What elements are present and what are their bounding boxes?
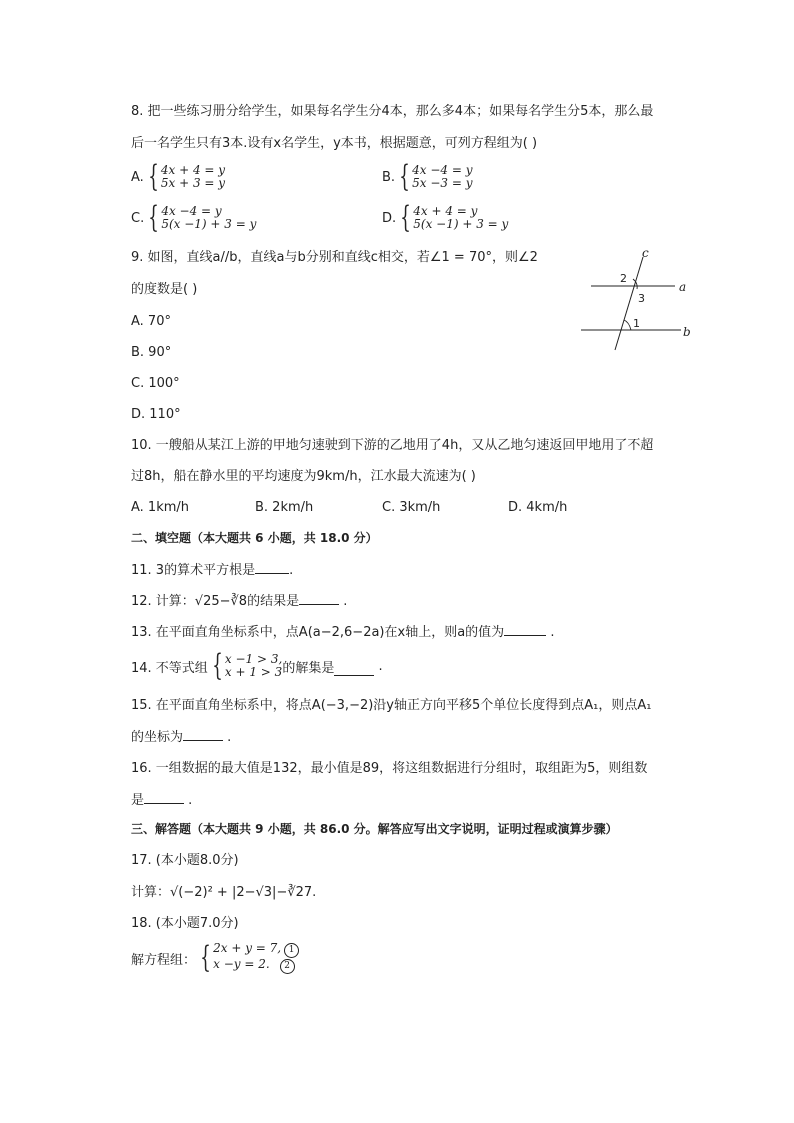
label-a: a [679, 280, 687, 294]
q11-text: 11. 3的算术平方根是 [131, 563, 256, 578]
option-label: B. [382, 169, 396, 185]
q13-period: . [550, 625, 555, 640]
q16-line2 [131, 791, 192, 810]
q10-line1: 10. 一艘船从某江上游的甲地匀速驶到下游的乙地用了4h，又从乙地匀速返回甲地用了不超 [131, 438, 654, 453]
angle-label-3: 3 [638, 292, 645, 305]
q9-line2: 的度数是( ) [131, 282, 198, 297]
circled-number-icon: 2 [280, 959, 295, 974]
q9-option-b: B. 90° [131, 345, 172, 360]
answer-blank [255, 561, 289, 574]
angle-label-1: 1 [633, 317, 640, 330]
q8-option-a [131, 159, 226, 194]
inequality: x + 1 > 3 [224, 665, 283, 679]
brace-icon: { [400, 200, 411, 235]
equation: x −y = 2. [213, 957, 270, 971]
answer-blank [334, 663, 374, 676]
q13 [131, 623, 554, 642]
q12-period: . [343, 594, 348, 609]
q10-line2: 过8h，船在静水里的平均速度为9km/h，江水最大流速为( ) [131, 469, 476, 484]
equation: 5(x −1) + 3 = y [161, 217, 257, 231]
q13-text: 13. 在平面直角坐标系中，点A(a−2,6−2a)在x轴上，则a的值为 [131, 625, 505, 640]
q8-option-c [131, 200, 257, 235]
q10-option-d: D. 4km/h [508, 500, 568, 515]
inequality: x −1 > 3, [224, 652, 283, 666]
equation: 5(x −1) + 3 = y [413, 217, 509, 231]
q15-line1: 15. 在平面直角坐标系中，将点A(−3,−2)沿y轴正方向平移5个单位长度得到点A₁，则点A₁ [131, 698, 652, 713]
q14-text: 14. 不等式组 [131, 660, 208, 676]
brace-icon: { [212, 648, 223, 683]
brace-icon: { [148, 159, 159, 194]
q17-title: 17. (本小题8.0分) [131, 853, 239, 868]
equation: 5x + 3 = y [160, 176, 226, 190]
q10-option-c: C. 3km/h [382, 500, 441, 515]
q14-text-2: 的解集是 [282, 660, 335, 676]
q18-title: 18. (本小题7.0分) [131, 916, 239, 931]
q16-period: . [188, 793, 193, 808]
q8-line2: 后一名学生只有3本.设有x名学生，y本书，根据题意，可列方程组为( ) [131, 136, 538, 151]
q11 [131, 561, 293, 580]
brace-icon: { [399, 159, 410, 194]
q10-option-b: B. 2km/h [255, 500, 314, 515]
q9-option-c: C. 100° [131, 376, 180, 391]
q14-period: . [378, 658, 383, 674]
equation: 4x + 4 = y [160, 163, 226, 177]
angle-arc-1 [624, 320, 631, 330]
q15-text: 的坐标为 [131, 730, 184, 745]
equation: 5x −3 = y [412, 176, 473, 190]
q15-line2 [131, 728, 231, 747]
q9-line1: 9. 如图，直线a//b，直线a与b分别和直线c相交，若∠1 = 70°，则∠2 [131, 250, 538, 265]
q9-option-a: A. 70° [131, 314, 171, 329]
q8-line1: 8. 把一些练习册分给学生，如果每名学生分4本，那么多4本；如果每名学生分5本，那么最 [131, 104, 654, 119]
q9-option-d: D. 110° [131, 407, 181, 422]
equation: 2x + y = 7, [213, 941, 282, 955]
option-label: D. [382, 210, 397, 226]
angle-label-2: 2 [620, 272, 627, 285]
option-label: C. [131, 210, 145, 226]
q16-line1: 16. 一组数据的最大值是132，最小值是89，将这组数据进行分组时，取组距为5，则组数 [131, 761, 648, 776]
parallel-lines-figure [575, 245, 695, 355]
answer-blank [504, 623, 546, 636]
q8-option-d [382, 200, 509, 235]
circled-number-icon: 1 [284, 943, 299, 958]
q12 [131, 592, 347, 611]
label-b: b [683, 325, 691, 339]
q15-period: . [227, 730, 232, 745]
q14 [131, 648, 383, 683]
section-heading-fill-in: 二、填空题（本大题共 6 小题，共 18.0 分） [131, 531, 378, 545]
label-c: c [642, 246, 649, 260]
q16-text: 是 [131, 793, 145, 808]
q8-option-b [382, 159, 473, 194]
q10-option-a: A. 1km/h [131, 500, 190, 515]
brace-icon: { [200, 940, 211, 975]
equation: 4x + 4 = y [413, 204, 478, 218]
q17-expression: 计算：√(−2)² + |2−√3|−∛27. [131, 885, 317, 900]
answer-blank [183, 728, 223, 741]
q11-period: . [289, 563, 294, 578]
equation: 4x −4 = y [412, 163, 473, 177]
brace-icon: { [148, 200, 160, 235]
section-heading-solutions: 三、解答题（本大题共 9 小题，共 86.0 分。解答应写出文字说明，证明过程或演算步骤） [131, 822, 618, 836]
q18-text: 解方程组： [131, 952, 197, 968]
answer-blank [299, 592, 339, 605]
answer-blank [144, 791, 184, 804]
q12-text: 12. 计算：√25−∛8的结果是 [131, 594, 300, 609]
equation: 4x −4 = y [161, 204, 222, 218]
q18-system [131, 942, 299, 974]
option-label: A. [131, 169, 144, 185]
